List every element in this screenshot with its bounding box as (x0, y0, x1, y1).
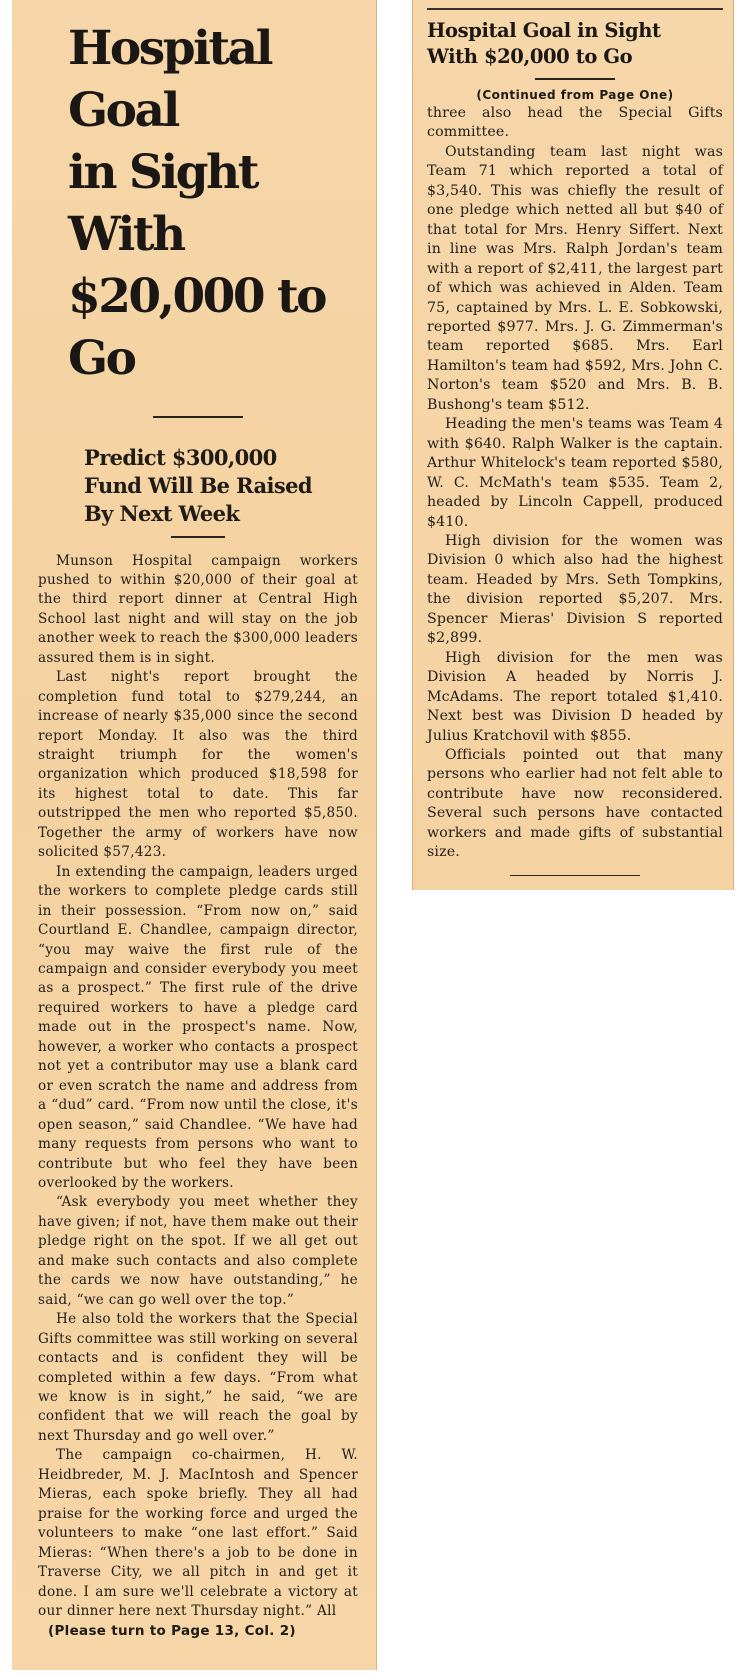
subheadline-deck (84, 444, 358, 528)
left-clipping (12, 0, 377, 1670)
headline-divider (153, 416, 243, 418)
continuation-note: (Please turn to Page 13, Col. 2) (48, 1623, 296, 1640)
headline-line: $20,000 to Go (68, 269, 325, 386)
headline-line: With $20,000 to Go (427, 45, 633, 68)
article-paragraph: The campaign co-chairmen, H. W. Heidbreder, M. J. MacIntosh and Spencer Mieras, each spoke briefly. They all had praise for the working force and urged the volunteers to make “one last effort.” Said Mieras: “When there's a job to be done in Traverse City, we all pitch in and get it done. I am sure we'll celebrate a victory at our dinner here next Thursday night.” All (38, 1447, 358, 1619)
article-end-rule (510, 875, 640, 877)
headline-line: Hospital Goal (68, 21, 271, 138)
right-article-body (427, 104, 723, 863)
article-paragraph: Outstanding team last night was Team 71 which reported a total of $3,540. This was chiefly the result of one pledge which netted all but $40 of that total for Mrs. Henry Siffert. Next in line was Mrs. Ralph Jordan's team with a report of $2,411, the largest part of which was achieved in Alden. Team 75, captained by Mrs. L. E. Sobkowski, reported $977. Mrs. J. G. Zimmerman's team reported $685. Mrs. Earl Hamilton's team had $592, Mrs. John C. Norton's team $520 and Mrs. B. B. Bushong's team $512. (427, 143, 723, 413)
right-clipping (412, 0, 734, 890)
continuation-headline (427, 18, 723, 70)
lead-in-text: three also head the Special Gifts committee. (427, 105, 723, 141)
deck-line: Fund Will Be Raised (84, 473, 312, 498)
continued-from-note: (Continued from Page One) (476, 88, 674, 102)
article-paragraph: Munson Hospital campaign workers pushed to within $20,000 of their goal at the third report dinner at Central High School last night and will stay on the job another week to reach the $300,000 leaders assured them is in sight. (38, 552, 358, 666)
deck-line: By Next Week (84, 501, 240, 526)
top-border-rule (427, 8, 723, 10)
article-paragraph: In extending the campaign, leaders urged the workers to complete pledge cards still in their possession. “From now on,” said Courtland E. Chandlee, campaign director, “you may waive the first rule of the campaign and consider everybody you meet as a prospect.” The first rule of the drive required workers to have a pledge card made out in the prospect's name. Now, however, a worker who contacts a prospect not yet a contributor may use a blank card or even scratch the name and address from a “dud” card. “From now until the close, it's open season,” said Chandlee. “We have had many requests from persons who want to contribute but who feel they have been overlooked by the workers. (38, 863, 358, 1191)
article-paragraph: Heading the men's teams was Team 4 with $640. Ralph Walker is the captain. Arthur Whitelock's team reported $580, W. C. McMath's team $535. Team 2, headed by Lincoln Cappell, produced $410. (427, 416, 723, 530)
main-headline (68, 18, 358, 390)
article-paragraph: Last night's report brought the completion fund total to $279,244, an increase of nearly $35,000 since the second report Monday. It also was the third straight triumph for the women's organization which produced $18,598 for its highest total to date. This far outstripped the men who reported $5,850. Together the army of workers have now solicited $57,423. (38, 669, 358, 861)
left-article-body (38, 552, 358, 1622)
headline-line: Hospital Goal in Sight (427, 19, 661, 42)
article-paragraph: He also told the workers that the Special Gifts committee was still working on several contacts and is confident they will be completed within a few days. “From what we know is in sight,” he said, “we are confident that we will reach the goal by next Thursday and go well over.” (38, 1311, 358, 1444)
headline-divider (535, 78, 615, 80)
deck-divider (171, 536, 225, 538)
deck-line: Predict $300,000 (84, 445, 277, 470)
headline-line: in Sight With (68, 145, 257, 262)
article-paragraph: “Ask everybody you meet whether they have given; if not, have them make out their pledge right on the spot. If we all get out and make such contacts and also complete the cards we now have outstanding,” he said, “we can go well over the top.” (38, 1194, 358, 1308)
article-paragraph: High division for the men was Division A headed by Norris J. McAdams. The report totaled $1,410. Next best was Division D headed by Julius Kratchovil with $855. (427, 649, 723, 744)
article-paragraph: Officials pointed out that many persons who earlier had not felt able to contribute have now reconsidered. Several such persons have contacted workers and made gifts of substantial size. (427, 746, 723, 861)
article-paragraph: High division for the women was Division 0 which also had the highest team. Headed by Mrs. Seth Tompkins, the division reported $5,207. Mrs. Spencer Mieras' Division S reported $2,899. (427, 532, 723, 647)
